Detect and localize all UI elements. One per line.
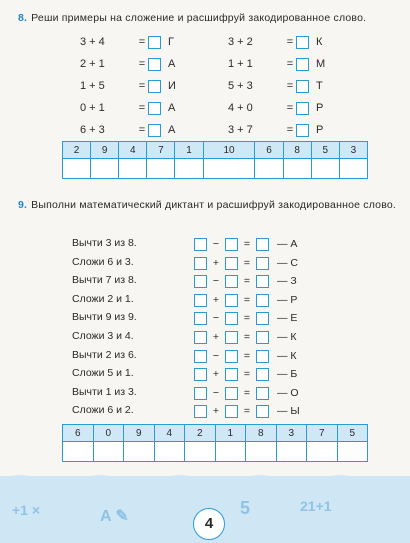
- code-letter: А: [168, 102, 176, 114]
- code-letter: Р: [316, 124, 324, 136]
- task8-equation: [80, 56, 175, 72]
- code-letter: — Р: [277, 293, 298, 306]
- code-answer-cell[interactable]: [307, 442, 338, 462]
- code-answer-cell[interactable]: [63, 442, 94, 462]
- code-answer-cell[interactable]: [215, 442, 246, 462]
- dictation-phrase: Сложи 2 и 1.: [72, 292, 134, 305]
- code-number-cell: 8: [246, 425, 277, 442]
- equals-sign: =: [138, 58, 146, 70]
- task8-equation: [80, 34, 174, 50]
- task9-code-table: [62, 424, 368, 462]
- code-answer-cell[interactable]: [91, 159, 119, 179]
- code-letter: — А: [277, 238, 298, 250]
- equation-expression: 1 + 5: [80, 80, 105, 92]
- operand-box[interactable]: [225, 275, 238, 288]
- code-letter: — К: [277, 349, 297, 362]
- dictation-answer-group: [194, 349, 297, 364]
- code-answer-cell[interactable]: [339, 159, 367, 179]
- equation-expression: 3 + 4: [80, 36, 105, 48]
- dictation-answer-group: [194, 404, 300, 419]
- answer-box[interactable]: [148, 102, 161, 115]
- code-number-cell: 5: [311, 142, 339, 159]
- code-number-cell: 8: [283, 142, 311, 159]
- dictation-answer-group: [194, 330, 297, 345]
- equation-expression: 4 + 0: [228, 102, 253, 114]
- footer-doodle-mid2: 5: [240, 498, 251, 518]
- dictation-phrase: Сложи 5 и 1.: [72, 367, 134, 380]
- code-letter: А: [168, 58, 176, 70]
- code-letter: — Б: [277, 368, 298, 381]
- code-number-cell: 1: [215, 425, 246, 442]
- dictation-phrase: Вычти 1 из 3.: [72, 385, 137, 398]
- dictation-phrase: Вычти 9 из 9.: [72, 311, 137, 324]
- code-letter: — З: [277, 275, 297, 288]
- equation-expression: 5 + 3: [228, 80, 253, 92]
- equals-sign: =: [286, 124, 294, 136]
- footer-doodle-left: +1 ×: [12, 502, 41, 518]
- task8-equation: [80, 122, 175, 138]
- operator-sign: +: [212, 331, 220, 343]
- code-letter: — О: [277, 386, 299, 399]
- code-letter: Т: [316, 80, 323, 92]
- footer-doodle-right: 21+1: [300, 498, 332, 514]
- task8-header: [18, 12, 366, 24]
- equation-expression: 3 + 2: [228, 36, 253, 48]
- answer-box[interactable]: [148, 124, 161, 137]
- operand-box[interactable]: [225, 331, 238, 344]
- code-letter: — К: [277, 331, 297, 343]
- dictation-answer-group: [194, 386, 299, 401]
- operand-box[interactable]: [194, 350, 207, 363]
- equation-expression: 1 + 1: [228, 58, 253, 70]
- result-box[interactable]: [256, 294, 269, 307]
- code-number-cell: 2: [63, 142, 91, 159]
- result-box[interactable]: [256, 368, 269, 381]
- operand-box[interactable]: [225, 238, 238, 251]
- code-letter: — Е: [277, 312, 298, 325]
- answer-box[interactable]: [296, 124, 309, 137]
- equals-sign: =: [286, 80, 294, 92]
- equals-sign: =: [286, 102, 294, 114]
- code-number-cell: 0: [93, 425, 124, 442]
- dictation-line: [72, 273, 297, 288]
- task8-code-table: [62, 141, 368, 179]
- equals-sign: =: [138, 102, 146, 114]
- equation-expression: 6 + 3: [80, 124, 105, 136]
- operand-box[interactable]: [194, 257, 207, 270]
- operand-box[interactable]: [194, 331, 207, 344]
- answer-box[interactable]: [296, 102, 309, 115]
- dictation-line: [72, 403, 300, 418]
- task8-equation: [80, 100, 175, 116]
- code-number-cell: 2: [185, 425, 216, 442]
- task8-title: Реши примеры на сложение и расшифруй закодированное слово.: [31, 12, 367, 24]
- operand-box[interactable]: [194, 405, 207, 418]
- code-number-cell: 9: [124, 425, 155, 442]
- code-number-cell: 7: [307, 425, 338, 442]
- code-answer-cell[interactable]: [185, 442, 216, 462]
- result-box[interactable]: [256, 405, 269, 418]
- equals-sign: =: [138, 36, 146, 48]
- answer-box[interactable]: [148, 80, 161, 93]
- code-letter: К: [316, 36, 323, 48]
- equals-sign: =: [286, 36, 294, 48]
- equation-expression: 3 + 7: [228, 124, 253, 136]
- code-answer-cell[interactable]: [124, 442, 155, 462]
- equals-sign: =: [286, 58, 294, 70]
- code-answer-cell[interactable]: [246, 442, 277, 462]
- code-answer-cell[interactable]: [63, 159, 91, 179]
- dictation-line: [72, 385, 299, 400]
- operand-box[interactable]: [225, 405, 238, 418]
- equals-sign: =: [243, 331, 251, 343]
- code-number-cell: 5: [337, 425, 368, 442]
- code-answer-cell[interactable]: [93, 442, 124, 462]
- dictation-answer-group: [194, 311, 297, 326]
- code-answer-cell[interactable]: [311, 159, 339, 179]
- dictation-phrase: Сложи 6 и 3.: [72, 255, 134, 268]
- operand-box[interactable]: [194, 238, 207, 251]
- result-box[interactable]: [256, 350, 269, 363]
- code-answer-cell[interactable]: [147, 159, 175, 179]
- task9-title: Выполни математический диктант и расшифруй закодированное слово.: [31, 199, 397, 211]
- operator-sign: −: [212, 349, 220, 362]
- code-number-cell: 6: [255, 142, 283, 159]
- page-number: 4: [193, 508, 225, 540]
- code-number-cell: 6: [63, 425, 94, 442]
- equals-sign: =: [243, 312, 251, 325]
- equals-sign: =: [138, 124, 146, 136]
- dictation-line: [72, 366, 298, 381]
- code-letter: М: [316, 58, 326, 70]
- result-box[interactable]: [256, 331, 269, 344]
- equals-sign: =: [243, 386, 251, 399]
- result-box[interactable]: [256, 312, 269, 325]
- answer-box[interactable]: [296, 58, 309, 71]
- code-letter: — Ы: [277, 405, 300, 418]
- code-number-cell: 4: [119, 142, 147, 159]
- equals-sign: =: [243, 405, 251, 418]
- result-box[interactable]: [256, 387, 269, 400]
- equals-sign: =: [243, 275, 251, 288]
- operator-sign: +: [212, 256, 220, 269]
- equals-sign: =: [138, 80, 146, 92]
- answer-box[interactable]: [296, 36, 309, 49]
- code-answer-cell[interactable]: [119, 159, 147, 179]
- code-number-cell: 3: [276, 425, 307, 442]
- code-answer-cell[interactable]: [255, 159, 283, 179]
- code-number-cell: 1: [175, 142, 203, 159]
- answer-box[interactable]: [296, 80, 309, 93]
- task8-equation: [228, 78, 323, 94]
- code-answer-cell[interactable]: [283, 159, 311, 179]
- task9-number: 9.: [18, 199, 28, 211]
- dictation-answer-group: [194, 256, 298, 271]
- operator-sign: −: [212, 386, 220, 399]
- code-number-cell: 9: [91, 142, 119, 159]
- equals-sign: =: [243, 256, 251, 269]
- code-number-cell: 7: [147, 142, 175, 159]
- equals-sign: =: [243, 368, 251, 381]
- code-number-cell: 10: [203, 142, 255, 159]
- dictation-line: [72, 255, 298, 270]
- dictation-phrase: Вычти 7 из 8.: [72, 274, 137, 287]
- operand-box[interactable]: [225, 350, 238, 363]
- dictation-answer-group: [194, 274, 297, 289]
- dictation-phrase: Сложи 3 и 4.: [72, 330, 134, 342]
- code-number-cell: 4: [154, 425, 185, 442]
- task8-equation: [228, 34, 322, 50]
- operand-box[interactable]: [194, 294, 207, 307]
- operator-sign: −: [212, 312, 220, 325]
- dictation-phrase: Сложи 6 и 2.: [72, 404, 134, 417]
- operand-box[interactable]: [225, 294, 238, 307]
- operator-sign: −: [212, 238, 220, 250]
- code-letter: Г: [168, 36, 174, 48]
- code-answer-cell[interactable]: [175, 159, 203, 179]
- operand-box[interactable]: [225, 368, 238, 381]
- task8-equation: [80, 78, 176, 94]
- equation-expression: 2 + 1: [80, 58, 105, 70]
- task8-equation: [228, 56, 325, 72]
- equals-sign: =: [243, 238, 251, 250]
- task8-equation: [228, 122, 323, 138]
- operand-box[interactable]: [194, 368, 207, 381]
- footer-doodle-mid: A ✎: [100, 508, 129, 525]
- dictation-line: [72, 236, 298, 251]
- code-letter: И: [168, 80, 176, 92]
- dictation-answer-group: [194, 237, 297, 252]
- code-answer-cell[interactable]: [337, 442, 368, 462]
- operand-box[interactable]: [194, 387, 207, 400]
- dictation-phrase: Вычти 2 из 6.: [72, 348, 137, 361]
- operand-box[interactable]: [225, 387, 238, 400]
- operand-box[interactable]: [225, 312, 238, 325]
- code-answer-cell[interactable]: [276, 442, 307, 462]
- operand-box[interactable]: [225, 257, 238, 270]
- answer-box[interactable]: [148, 58, 161, 71]
- result-box[interactable]: [256, 257, 269, 270]
- task8-equation: [228, 100, 323, 116]
- dictation-line: [72, 292, 298, 307]
- code-answer-cell[interactable]: [154, 442, 185, 462]
- operator-sign: −: [212, 275, 220, 288]
- dictation-line: [72, 310, 298, 325]
- equals-sign: =: [243, 349, 251, 362]
- code-letter: А: [168, 124, 176, 136]
- operator-sign: +: [212, 293, 220, 306]
- answer-box[interactable]: [148, 36, 161, 49]
- operand-box[interactable]: [194, 312, 207, 325]
- task8-number: 8.: [18, 12, 28, 24]
- equals-sign: =: [243, 293, 251, 306]
- dictation-line: [72, 329, 297, 344]
- result-box[interactable]: [256, 275, 269, 288]
- equation-expression: 0 + 1: [80, 102, 105, 114]
- operator-sign: +: [212, 405, 220, 418]
- dictation-phrase: Вычти 3 из 8.: [72, 237, 137, 249]
- result-box[interactable]: [256, 238, 269, 251]
- code-letter: — С: [277, 256, 298, 269]
- task9-header: [18, 199, 396, 211]
- code-answer-cell[interactable]: [203, 159, 255, 179]
- operand-box[interactable]: [194, 275, 207, 288]
- dictation-answer-group: [194, 367, 297, 382]
- code-letter: Р: [316, 102, 324, 114]
- operator-sign: +: [212, 368, 220, 381]
- code-number-cell: 3: [339, 142, 367, 159]
- dictation-line: [72, 348, 297, 363]
- dictation-answer-group: [194, 293, 297, 308]
